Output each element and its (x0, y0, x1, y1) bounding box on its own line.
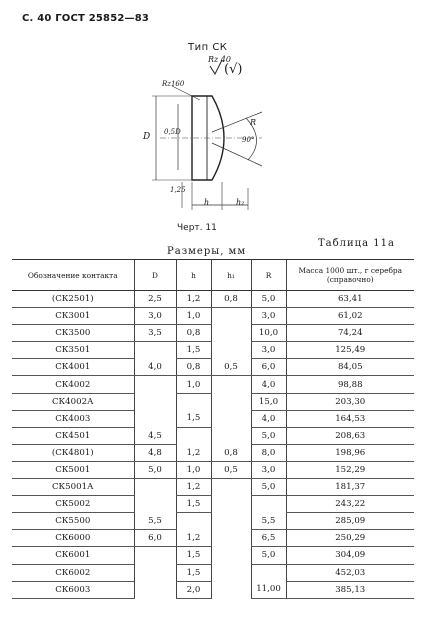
cell-R (251, 496, 286, 513)
cell-mass: 385,13 (286, 581, 414, 598)
table-row (12, 581, 414, 598)
label-R: R (250, 118, 257, 127)
cell-code: СК4001 (12, 359, 134, 376)
roughness-label: Rz 40 (208, 55, 231, 64)
cell-mass: 250,29 (286, 530, 414, 547)
cell-mass: 452,03 (286, 564, 414, 581)
cell-h1 (211, 479, 251, 496)
cell-D: 5,0 (134, 461, 176, 478)
label-angle: 90° (242, 136, 255, 144)
label-125: 1,25 (170, 186, 186, 194)
cell-h1 (211, 325, 251, 342)
cell-h1 (211, 530, 251, 547)
cell-D: 4,8 (134, 444, 176, 461)
cell-h: 1,2 (176, 479, 211, 496)
cell-code: (СК4801) (12, 444, 134, 461)
cell-D (134, 581, 176, 598)
cell-R: 3,0 (251, 461, 286, 478)
cell-h: 2,0 (176, 581, 211, 598)
cell-R: 8,0 (251, 444, 286, 461)
table-row (12, 393, 414, 410)
page-header: С. 40 ГОСТ 25852—83 (22, 13, 150, 24)
cell-h: 1,5 (176, 547, 211, 564)
cell-h1 (211, 564, 251, 581)
cell-code: (СК2501) (12, 291, 134, 308)
cell-D (134, 479, 176, 496)
cell-D: 4,0 (134, 359, 176, 376)
cell-code: СК3501 (12, 342, 134, 359)
cell-D (134, 342, 176, 359)
cell-code: СК4501 (12, 427, 134, 444)
cell-mass: 74,24 (286, 325, 414, 342)
cell-R: 15,0 (251, 393, 286, 410)
cell-R: 6,5 (251, 530, 286, 547)
cell-R: 5,0 (251, 547, 286, 564)
cell-code: СК5001 (12, 461, 134, 478)
cell-R: 3,0 (251, 308, 286, 325)
table-row (12, 444, 414, 461)
cell-h1: 0,5 (211, 359, 251, 376)
cell-code: СК6000 (12, 530, 134, 547)
cell-h (176, 513, 211, 530)
cell-D (134, 410, 176, 427)
label-h2: h₂ (236, 198, 245, 207)
figure-caption: Черт. 11 (177, 223, 217, 233)
cell-h1 (211, 376, 251, 393)
cell-h: 1,0 (176, 461, 211, 478)
table-row (12, 530, 414, 547)
table-row (12, 308, 414, 325)
cell-R: 4,0 (251, 410, 286, 427)
cell-code: СК6003 (12, 581, 134, 598)
cell-code: СК6001 (12, 547, 134, 564)
cell-D: 2,5 (134, 291, 176, 308)
table-row (12, 325, 414, 342)
cell-h1: 0,5 (211, 461, 251, 478)
col-code: Обозначение контакта (12, 260, 134, 291)
cell-h1 (211, 427, 251, 444)
cell-h: 1,5 (176, 496, 211, 513)
label-05D: 0,5D (164, 128, 181, 136)
cell-D (134, 496, 176, 513)
roughness-symbol (210, 60, 222, 74)
cell-mass: 84,05 (286, 359, 414, 376)
cell-h: 1,2 (176, 291, 211, 308)
cell-R: 5,5 (251, 513, 286, 530)
table-row (12, 359, 414, 376)
cell-R: 6,0 (251, 359, 286, 376)
cell-h (176, 427, 211, 444)
table-row (12, 410, 414, 427)
cell-mass: 164,53 (286, 410, 414, 427)
cell-R: 5,0 (251, 427, 286, 444)
table-title: Размеры, мм (167, 246, 247, 257)
table-row (12, 342, 414, 359)
cell-code: СК4002А (12, 393, 134, 410)
cell-mass: 61,02 (286, 308, 414, 325)
table-row (12, 564, 414, 581)
table-row (12, 291, 414, 308)
cell-D (134, 393, 176, 410)
cell-R: 11,00 (251, 581, 286, 598)
table-row (12, 479, 414, 496)
cell-h1: 0,8 (211, 291, 251, 308)
cell-mass: 208,63 (286, 427, 414, 444)
cell-h1: 0,8 (211, 444, 251, 461)
table-row (12, 513, 414, 530)
dimensions-table (12, 259, 414, 599)
cell-h1 (211, 496, 251, 513)
cell-D (134, 376, 176, 393)
cell-h1 (211, 513, 251, 530)
cell-h1 (211, 410, 251, 427)
cell-h: 1,2 (176, 444, 211, 461)
cell-h: 1,0 (176, 376, 211, 393)
cell-code: СК5002 (12, 496, 134, 513)
contact-drawing (0, 0, 425, 240)
cell-R: 5,0 (251, 479, 286, 496)
col-h: h (176, 260, 211, 291)
cell-R (251, 564, 286, 581)
cell-mass: 203,30 (286, 393, 414, 410)
cell-code: СК5500 (12, 513, 134, 530)
roughness-check: (√) (224, 62, 243, 77)
cell-h: 1,0 (176, 308, 211, 325)
cell-mass: 63,41 (286, 291, 414, 308)
cell-mass: 285,09 (286, 513, 414, 530)
col-mass: Масса 1000 шт., г серебра (справочно) (286, 260, 414, 291)
cell-mass: 198,96 (286, 444, 414, 461)
cell-code: СК5001А (12, 479, 134, 496)
cell-h: 0,8 (176, 359, 211, 376)
cell-D: 5,5 (134, 513, 176, 530)
label-D: D (143, 132, 151, 142)
cell-code: СК4002 (12, 376, 134, 393)
cell-code: СК3001 (12, 308, 134, 325)
cell-h1 (211, 581, 251, 598)
cell-h1 (211, 393, 251, 410)
drawing-title: Тип СК (188, 42, 228, 53)
cell-mass: 125,49 (286, 342, 414, 359)
rz160-leader (172, 86, 200, 100)
cell-h (176, 393, 211, 410)
cell-R: 3,0 (251, 342, 286, 359)
col-R: R (251, 260, 286, 291)
table-row (12, 547, 414, 564)
cell-h: 1,2 (176, 530, 211, 547)
table-row (12, 461, 414, 478)
cell-mass: 243,22 (286, 496, 414, 513)
cell-code: СК4003 (12, 410, 134, 427)
cell-R: 5,0 (251, 291, 286, 308)
col-D: D (134, 260, 176, 291)
table-number: Таблица 11а (318, 238, 395, 249)
cell-h1 (211, 547, 251, 564)
label-h: h (204, 198, 210, 207)
table-row (12, 427, 414, 444)
cell-code: СК6002 (12, 564, 134, 581)
cell-h1 (211, 342, 251, 359)
cell-h: 1,5 (176, 342, 211, 359)
label-rz160: Rz160 (162, 80, 185, 88)
cell-D (134, 547, 176, 564)
table-header-row (12, 260, 414, 291)
table-row (12, 496, 414, 513)
cell-D (134, 564, 176, 581)
cell-D: 6,0 (134, 530, 176, 547)
cell-D: 3,0 (134, 308, 176, 325)
cell-mass: 98,88 (286, 376, 414, 393)
cell-D: 4,5 (134, 427, 176, 444)
cell-mass: 181,37 (286, 479, 414, 496)
cell-h: 0,8 (176, 325, 211, 342)
cell-mass: 304,09 (286, 547, 414, 564)
table-row (12, 376, 414, 393)
cell-R: 4,0 (251, 376, 286, 393)
cell-D: 3,5 (134, 325, 176, 342)
cell-mass: 152,29 (286, 461, 414, 478)
cell-R: 10,0 (251, 325, 286, 342)
col-h1: h₁ (211, 260, 251, 291)
table-body (12, 291, 414, 599)
cell-h1 (211, 308, 251, 325)
cell-code: СК3500 (12, 325, 134, 342)
cell-h: 1,5 (176, 410, 211, 427)
cell-h: 1,5 (176, 564, 211, 581)
